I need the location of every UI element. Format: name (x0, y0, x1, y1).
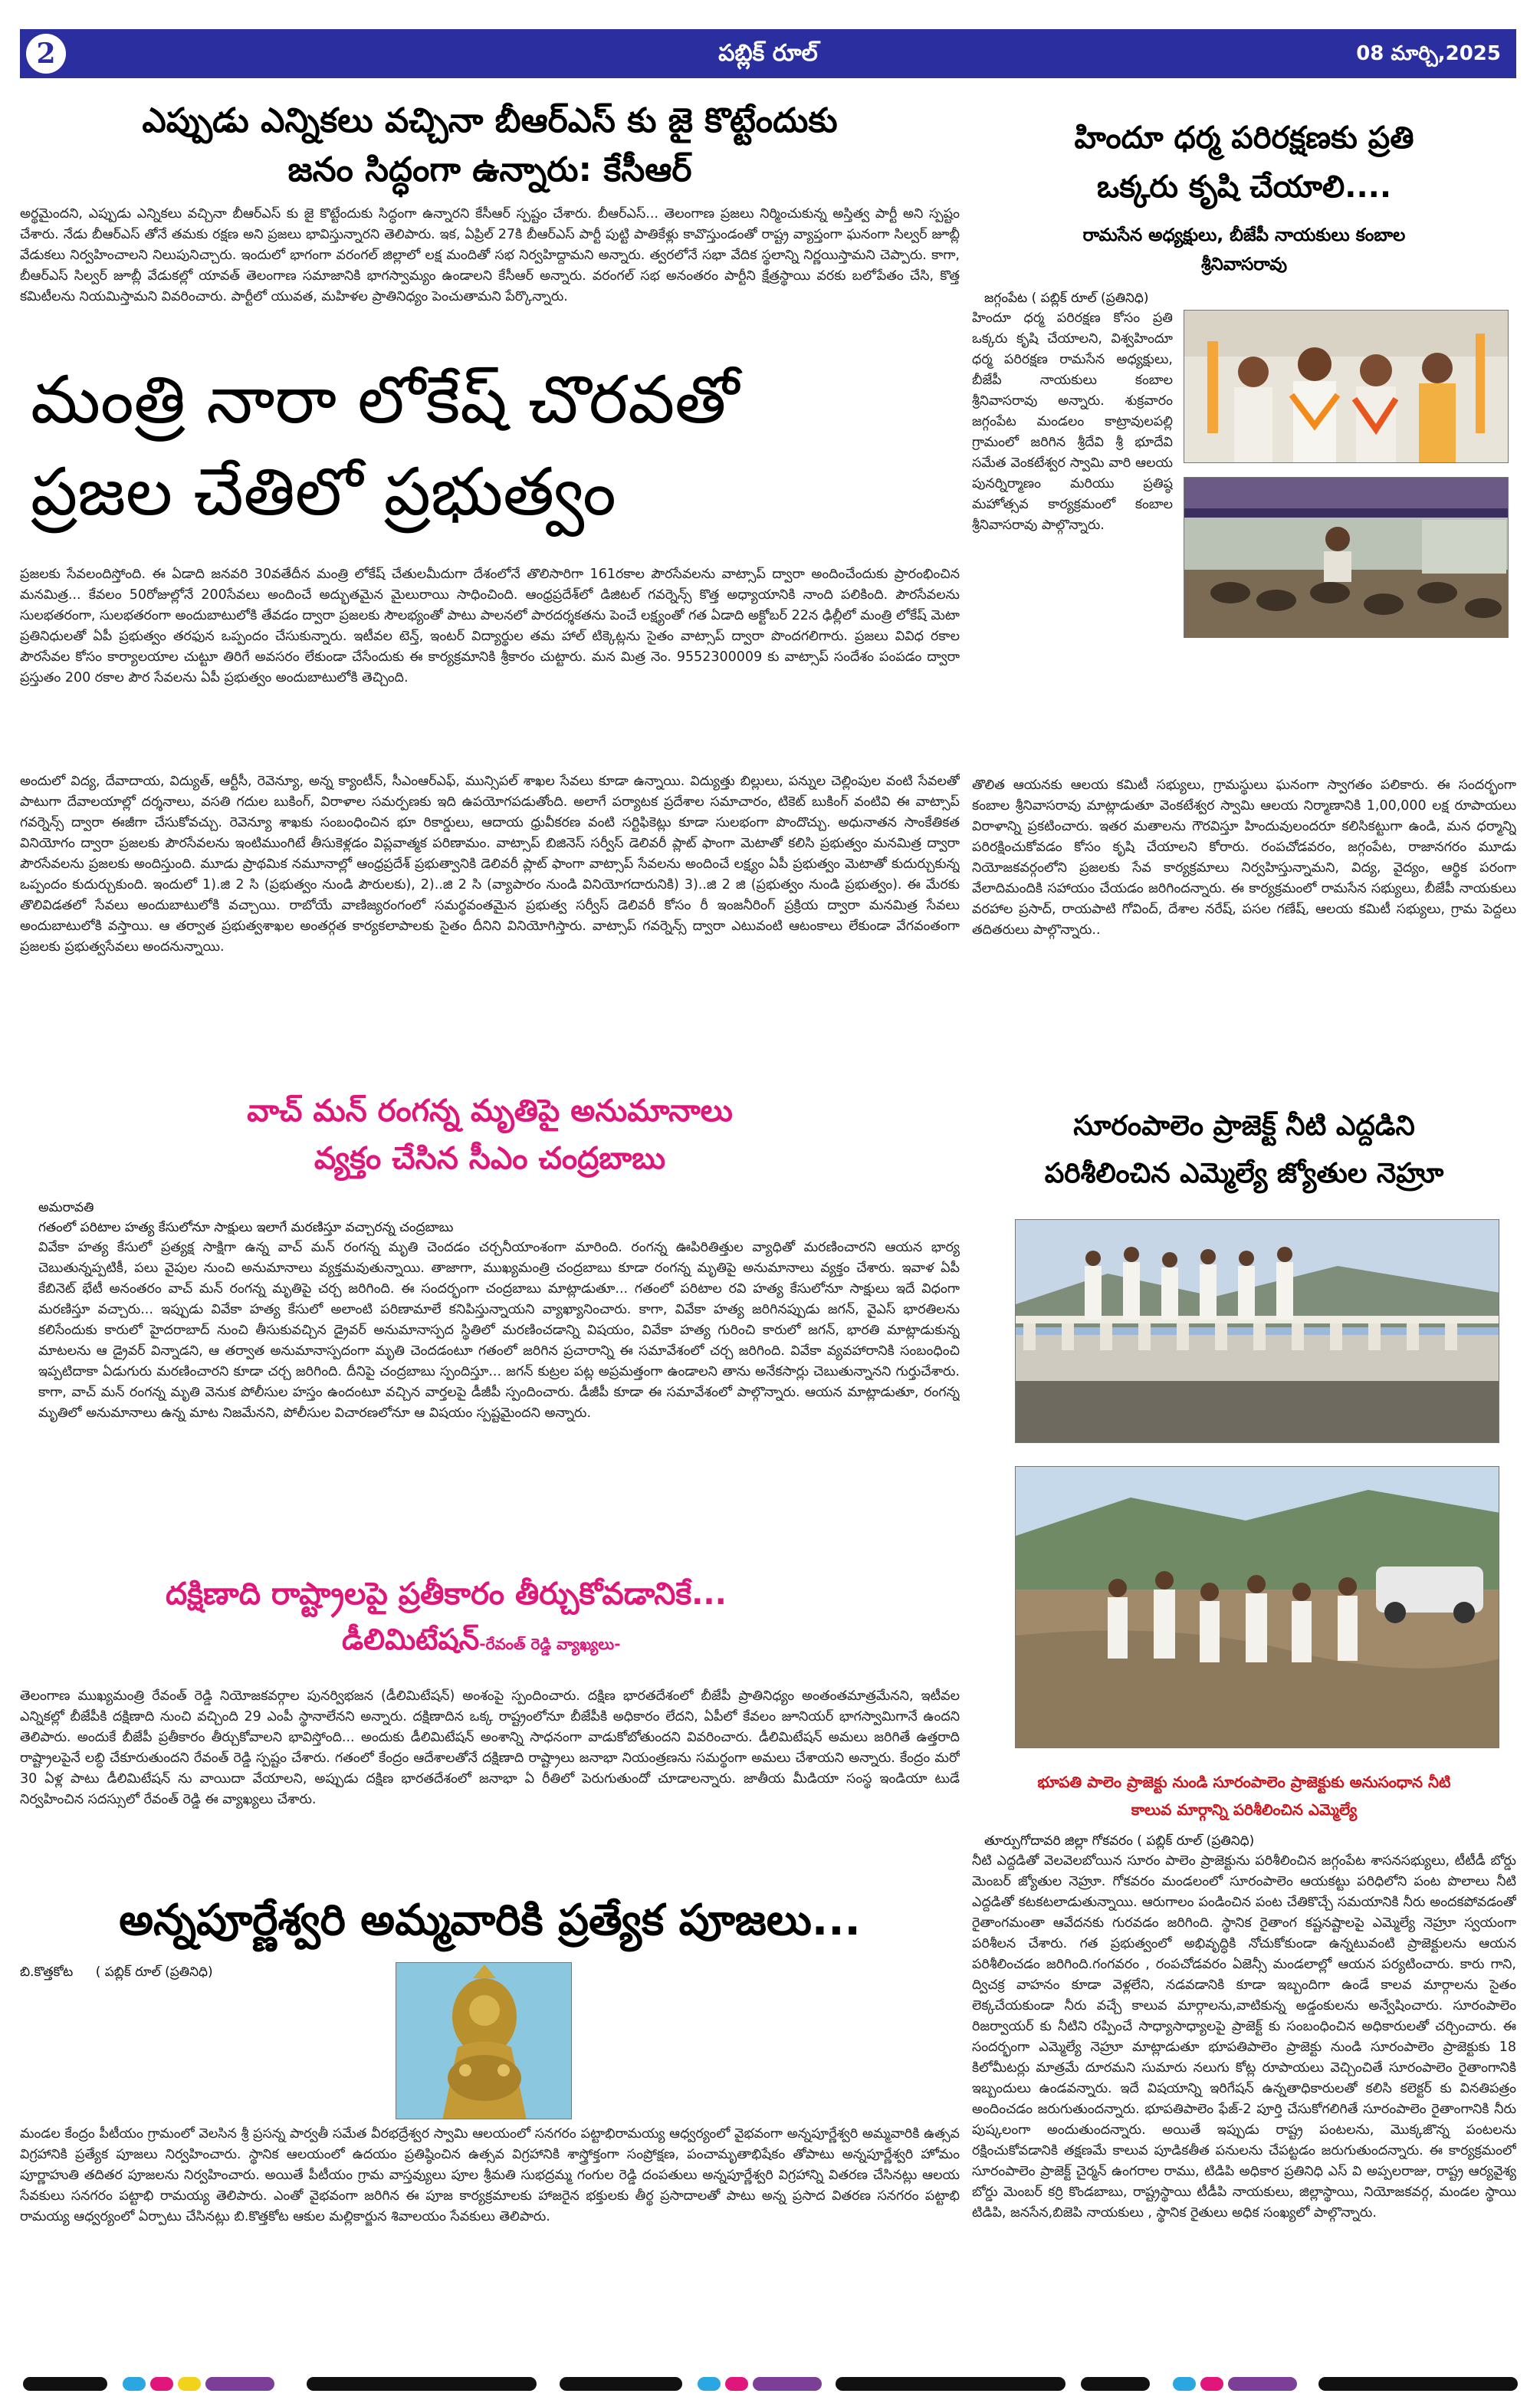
story-surampalem (972, 1103, 1516, 2400)
story-kcr-headline-1: ఎప్పుడు ఎన్నికలు వచ్చినా బీఆర్ఎస్ కు జై కొట్టేందుకు (142, 101, 838, 140)
left-column (20, 92, 960, 2290)
registration-mark (1318, 2377, 1518, 2391)
story-annapurna-body: మండల కేంద్రం పీటీయం గ్రామంలో వెలసిన శ్రీ ప్రసన్న పార్వతీ సమేత వీరభద్రేశ్వర స్వామి ఆలయంలో సనగరం పట్టాభిరామయ్య ఆధ్వర్యంలో వైభవంగా అన్నపూర్ణేశ్వరి అమ్మవారికి ఉత్సవ విగ్రహానికి ప్రత్యేక పూజలు నిర్వహించారు. స్థానిక ఆలయంలో ఉదయం ప్రతిష్ఠించిన ఉత్సవ విగ్రహానికి శాస్త్రోక్తంగా సంప్రోక్షణ, పంచామృతాభిషేకం తోపాటు అన్నపూర్ణేశ్వరి హోమం పూర్ణాహుతి తదితర పూజలను నిర్వహించారు. అయితే పీటీయం గ్రామ వాస్తవ్యులు పూల శ్రీమతి సుభద్రమ్మ గంగుల రెడ్డి దంపతులు అన్నపూర్ణేశ్వరి విగ్రహాన్ని వితరణ చేసినట్లు ఆలయ సేవకులు సనగరం పట్టాభి రామయ్య తెలిపారు. ఎంతో వైభవంగా జరిగిన ఈ పూజ కార్యక్రమాలకు హాజరైన భక్తులకు తీర్థ ప్రసాదాలతో పాటు అన్న ప్రసాద వితరణ సనగరం పట్టాభి రామయ్య ఆధ్వర్యంలో ఏర్పాటు చేసినట్లు బి.కొత్తకోట ఆకుల మల్లికార్జున శివాలయం సేవకులు తెలిపారు. (20, 2126, 960, 2224)
canal-route-photo (1015, 1466, 1499, 1748)
temple-ritual-photo (1184, 477, 1509, 638)
registration-mark (307, 2377, 537, 2391)
story-delimitation-suffix: -రేవంత్ రెడ్డి వ్యాఖ్యలు- (479, 1635, 621, 1653)
registration-mark (1228, 2377, 1297, 2391)
story-hindu-dateline-row (984, 288, 1173, 308)
publication-date: 08 మార్చి,2025 (1356, 42, 1501, 65)
print-registration-marks (0, 2377, 1540, 2394)
bridge-inspection-photo (1015, 1219, 1499, 1443)
story-hindu-dateline: జగ్గంపేట (984, 291, 1028, 306)
bjp-leaders-photo (1184, 310, 1509, 463)
registration-mark (23, 2377, 107, 2391)
registration-mark (123, 2377, 146, 2391)
story-watchman-body: వివేకా హత్య కేసులో ప్రత్యక్ష సాక్షిగా ఉన్న వాచ్ మన్ రంగన్న మృతి చెందడం చర్చనీయాంశంగా మారింది. రంగన్న ఊపిరితిత్తుల వ్యాధితో మరణించారని ఆయన భార్య చెబుతున్నప్పటికీ, పలు వైపుల నుంచి అనుమానాలు వ్యక్తమవుతున్నాయి. తాజాగా, ముఖ్యమంత్రి చంద్రబాబు కూడా రంగన్న మృతిపై అనుమానాలు వ్యక్తం చేశారు. ఇవాళ ఏపీ కేబినెట్ భేటీ అనంతరం వాచ్ మన్ రంగన్న మృతిపై చర్చ జరిగింది. ఈ సందర్భంగా చంద్రబాబు మాట్లాడుతూ... గతంలో పరిటాల రవి హత్య కేసులోనూ సాక్షులు ఇదే విధంగా మరణిస్తూ వచ్చారు... ఇప్పుడు వివేకా హత్య కేసులో అలాంటి పరిణామాలే కనిపిస్తున్నాయని వ్యాఖ్యానించారు. కాగా, వివేకా హత్య జరిగినప్పుడు జగన్, వైఎస్ భారతిలను కలిసేందుకు కారులో హైదరాబాద్ నుంచి తీసుకువచ్చిన డ్రైవర్ అనుమానాస్పద స్థితిలో మరణించడాన్ని విషయం, వివేకా హత్య గురించి కారులో జగన్, భారతి మాట్లాడుకున్న మాటలను ఆ డ్రైవర్ విన్నాడని, ఆ తర్వాత అనుమానాస్పదంగా మృతి చెందడంటూ గతంలో జరిగిన ప్రచారాన్ని ఈ సమావేశంలో చర్చ జరిగింది. వివేకా వ్యవహారానికి సంబంధించి ఇప్పటిదాకా ఏడుగురు మరణించారని కూడా చర్చ జరిగింది. దీనిపై చంద్రబాబు స్పందిస్తూ... జగన్ కుట్రల పట్ల అప్రమత్తంగా ఉండాలని తాను అనేకసార్లు చెబుతున్నానని గుర్తుచేశారు. కాగా, వాచ్ మన్ రంగన్న మృతి వెనుక పోలీసుల హస్తం ఉందంటూ వచ్చిన వార్తలపై డీజీపీ స్పందించారు. డీజీపీ కూడా ఈ సమావేశంలో పాల్గొన్నారు. ఆయన మాట్లాడుతూ, రంగన్న మృతిలో అనుమానాలు ఉన్న మాట నిజమేనని, పోలీసుల విచారణలోనూ ఆ విషయం స్పష్టమైందని అన్నారు. (38, 1240, 960, 1421)
right-column (972, 92, 1516, 2400)
story-lokesh-body-2: అందులో విద్య, దేవాదాయ, విద్యుత్, ఆర్టీసీ, రెవెన్యూ, అన్న క్యాంటీన్, సీఎంఆర్ఎఫ్, మున్సిపల్ శాఖల సేవలు కూడా ఉన్నాయి. విద్యుత్తు బిల్లులు, పన్నుల చెల్లింపుల వంటి సేవలతో పాటుగా దేవాలయాల్లో దర్శనాలు, వసతి గదుల బుకింగ్, విరాళాల సమర్పణకు ఇది ఉపయోగపడుతోంది. అలాగే పర్యాటక ప్రదేశాల సమాచారం, టికెట్ బుకింగ్ వంటివి ఈ వాట్సాప్ గవర్నెన్స్ ద్వారా ఈజీగా చేసుకోవచ్చు. రెవెన్యూ శాఖకు సంబంధించిన భూ రికార్డులు, ఆదాయ ధ్రువీకరణ వంటి సర్టిఫికెట్లు కూడా సులభంగా పొందొచ్చు. అధునాతన సాంకేతికత వినియోగం ద్వారా ప్రజలకు పౌరసేవలను ఇంటిముంగిటే తీసుకెళ్లడం విప్లవాత్మక పరిణామం. వాట్సాప్ బిజినెస్ సర్వీస్ డెలివరీ ప్లాట్ ఫాంగా మెటాతో కలిసి ప్రభుత్వం మనమిత్ర ద్వారా పౌరసేవలను ప్రజలకు అందిస్తుంది. మూడు ప్రాథమిక నమూనాల్లో ఆంధ్రప్రదేశ్ ప్రభుత్వానికి డెలివరీ ప్లాట్ ఫాంగా వాట్సాప్ సేవలను అందించే లక్ష్యం ఏపీ ప్రభుత్వం మెటాతో కుదుర్చుకున్న ఒప్పందం కుదుర్చుకుంది. ఇందులో 1).జి 2 సి (ప్రభుత్వం నుండి పౌరులకు), 2)..జి 2 సి (వ్యాపారం నుండి వినియోగదారునికి) 3)..జి 2 జి (ప్రభుత్వం నుండి ప్రభుత్వం). ఈ మేరకు తొలివిడతలో సేవలు అందుబాటులోకి వచ్చాయి. రాబోయే వాణిజ్యరంగంలో సమర్థవంతమైన ప్రభుత్వ సర్వీస్ డెలివరీ కోసం రీ ఇంజనీరింగ్ ప్రక్రియ ద్వారా మనమిత్ర సేవలు అందుబాటులోకి వస్తాయి. ఆ తర్వాత ప్రభుత్వశాఖల అంతర్గత కార్యకలాపాలకు సైతం దీనిని వినియోగిస్తారు. వాట్సాప్ గవర్నెన్స్ ద్వారా ఎటువంటి ఆటంకాలు లేకుండా వేగవంతంగా ప్రజలకు ప్రభుత్వసేవలు అందనున్నాయి. (20, 774, 960, 955)
story-annapurna-dateline: బి.కొత్తకోట (20, 1964, 74, 1980)
story-hindu-headline-2: ఒక్కరు కృషి చేయాలి.... (1096, 169, 1392, 205)
registration-mark (205, 2377, 274, 2391)
story-kcr (20, 97, 960, 339)
registration-mark (1200, 2377, 1223, 2391)
story-surampalem-body: నీటి ఎద్దడితో వెలవెలబోయిన సూరం పాలెం ప్రాజెక్టును పరిశీలించిన జగ్గంపేట శాసనసభ్యులు, టీటీడీ బోర్డు మెంబర్ జ్యోతుల నెహ్రూ. గోకవరం మండలంలో సూరంపాలెం ఆయకట్టు పరిధిలోని పంట పొలాలు నీటి ఎద్దడితో కటకటలాడుతున్నాయి. ఆరుగాలం పండించిన పంట చేతికొచ్చే సమయానికి నీరు అందకపోవడంతో రైతాంగమంతా ఆవేదనకు గురవడం జరిగింది. స్థానిక రైతాంగ కష్టనష్టాలపై ఎమ్మెల్యే నెహ్రూ స్వయంగా పరిశీలన చేశారు. గత ప్రభుత్వంలో అభివృద్ధికి నోచుకోకుండా ఉన్నటువంటి ప్రాజెక్టులను ఆయన పరిశీలించడం జరిగింది.గంగవరం , రంపచోడవరం ఏజెన్సీ మండలాల్లో ఆయన పర్యటించారు. కారు గాని, ద్విచక్ర వాహనం కూడా వెళ్లలేని, నడవడానికి కూడా ఇబ్బందిగా ఉండే కాలవ మార్గాలను సైతం లెక్కచేయకుండా నీరు వచ్చే కాలువ మార్గాలను,వాటికున్న అడ్డంకులను అన్వేషించారు. సూరంపాలెం రిజర్వాయర్ కు నీటిని రప్పించే సాధ్యాసాధ్యాలపై ప్రాజెక్ట్ కు సంబంధించిన అధికారులతో చర్చించారు. ఈ సందర్భంగా ఎమ్మెల్యే నెహ్రూ మాట్లాడుతూ భూపతిపాలెం ప్రాజెక్టు నుండి సూరంపాలెం ప్రాజెక్టుకు 18 కిలోమీటర్లు మాత్రమే దూరమని సుమారు నలుగు కోట్ల రూపాయలు వెచ్చించితే సూరంపాలెం రైతాంగానికి ఇబ్బందులు ఉండవన్నారు. ఇదే విషయాన్ని ఇరిగేషన్ ఉన్నతాధికారులతో కలిసి కలెక్టర్ కు వినతిపత్రం అందించడం జరుగుతుందన్నారు. భూపతిపాలెం ఫేజ్-2 పూర్తి చేసుకోగలిగితే సూరంపాలెం రైతాంగానికి నీరు పుష్కలంగా అందుతుందన్నారు. అయితే ఇప్పుడు రాష్ట్ర పంటలను, మొక్కజొన్న పంటలను రక్షించుకోవడానికి తక్షణమే కాలువ పూడికతీత పనులను చేపట్టడం జరుగుతుందన్నారు. ఈ కార్యక్రమంలో సూరంపాలెం ప్రాజెక్ట్ చైర్మన్ ఉంగరాల రాము, టిడిపి అధికార ప్రతినిధి ఎస్ వి అప్పలరాజు, రాష్ట్ర ఆర్యవైశ్య బోర్డు మెంబర్ కర్రి కొండబాబు, రాష్ట్రస్థాయి టీడీపి నాయకులు, జిల్లాస్థాయి, నియోజకవర్గ, మండల స్థాయి టిడిపి, జనసేన,బిజెపి నాయకులు , స్థానిక రైతులు అధిక సంఖ్యలో పాల్గొన్నారు. (972, 1853, 1516, 2221)
goddess-idol-image (396, 1963, 572, 2119)
story-surampalem-headline-1: సూరంపాలెం ప్రాజెక్ట్ నీటి ఎద్దడిని (1073, 1110, 1415, 1142)
story-hindu-body-narrow: హిందూ ధర్మ పరిరక్షణ కోసం ప్రతి ఒక్కరు కృషి చేయాలని, విశ్వహిందూ ధర్మ పరిరక్షణ రామసేన అధ్యక్షులు, బీజేపీ నాయకులు కంబాల శ్రీనివాసరావు అన్నారు. శుక్రవారం జగ్గంపేట మండలం కాట్రావులపల్లి గ్రామంలో జరిగిన శ్రీదేవి శ్రీ భూదేవి సమేత వెంకటేశ్వర స్వామి వారి ఆలయ పునర్నిర్మాణం మరియు ప్రతిష్ఠ మహోత్సవ కార్యక్రమంలో కంబాల శ్రీనివాసరావు పాల్గొన్నారు. (972, 311, 1173, 533)
registration-mark (1173, 2377, 1196, 2391)
story-delimitation-headline-1: దక్షిణాది రాష్ట్రాలపై ప్రతీకారం తీర్చుకోవడానికే... (166, 1576, 727, 1612)
story-hindu-dharma (972, 113, 1516, 1086)
story-delimitation-headline-2 (20, 1617, 960, 1666)
story-surampalem-dateline-row (972, 1831, 1516, 1851)
story-kcr-headline-2: జనం సిద్ధంగా ఉన్నారు: కేసీఆర్ (287, 150, 692, 189)
story-surampalem-caption-2: కాలువ మార్గాన్ని పరిశీలించిన ఎమ్మెల్యే (1131, 1800, 1358, 1819)
story-watchman-headline-1: వాచ్ మన్ రంగన్న మృతిపై అనుమానాలు (247, 1093, 733, 1129)
registration-mark (836, 2377, 1066, 2391)
story-surampalem-credit: ( పబ్లిక్ రూల్ (ప్రతినిధి) (1137, 1833, 1255, 1849)
bridge-inspection-image (1016, 1220, 1499, 1443)
story-surampalem-caption-1: భూపతి పాలెం ప్రాజెక్టు నుండి సూరంపాలెం ప్రాజెక్టుకు అనుసంధాన నీటి (1037, 1773, 1451, 1791)
registration-mark (1081, 2377, 1150, 2391)
registration-mark (150, 2377, 173, 2391)
goddess-idol-photo (396, 1962, 572, 2119)
story-delimitation-keyword: డీలిమిటేషన్ (342, 1622, 480, 1656)
canal-route-image (1016, 1467, 1499, 1748)
registration-mark (698, 2377, 721, 2391)
story-hindu-body-wide: తొలిత ఆయనకు ఆలయ కమిటీ సభ్యులు, గ్రామస్థులు ఘనంగా స్వాగతం పలికారు. ఈ సందర్భంగా కంబాల శ్రీనివాసరావు మాట్లాడుతూ వెంకటేశ్వర స్వామి ఆలయ నిర్మాణానికి 1,00,000 లక్ష రూపాయలు విరాళాన్ని ప్రకటించారు. ఇతర మతాలను గౌరవిస్తూ హిందువులందరూ కలిసికట్టుగా ఉండి, మన ధర్మాన్ని పరిరక్షించుకోవడం కోసం కృషి చేయాలని కోరారు. రంపచోడవరం, జగ్గంపేట, రాజానగరం మూడు నియోజకవర్గంలోని ప్రజలకు సేవ కార్యక్రమాలు నిర్వహిస్తున్నామని, విద్య, వైద్యం, ఆర్థిక పరంగా వేలాదిమందికి సహాయం చేయడం జరిగిందన్నారు. ఈ కార్యక్రమంలో రామసేన సభ్యులు, బీజేపీ నాయకులు వరహాల ప్రసాద్, రాయపాటి గోవింద్, దేశాల నరేష్, పసల గణేష్, ఆలయ కమిటీ సభ్యులు, గ్రామ పెద్దలు తదితరులు పాల్గొన్నారు.. (972, 778, 1516, 938)
story-hindu-credit: ( పబ్లిక్ రూల్ (ప్రతినిధి) (1031, 291, 1149, 306)
story-annapurna-credit: ( పబ్లిక్ రూల్ (ప్రతినిధి) (95, 1964, 213, 1980)
story-delimitation (20, 1571, 960, 1873)
story-surampalem-dateline: తూర్పుగోదావరి జిల్లా గోకవరం (984, 1833, 1133, 1849)
story-hindu-headline-1: హిందూ ధర్మ పరిరక్షణకు ప్రతి (1074, 120, 1414, 156)
registration-mark (178, 2377, 201, 2391)
story-annapurna (20, 1890, 960, 2290)
page-number: 2 (26, 34, 66, 74)
story-lokesh-body-1: ప్రజలకు సేవలందిస్తోంది. ఈ ఏడాది జనవరి 30వతేదీన మంత్రి లోకేష్ చేతులమీదుగా దేశంలోనే తొలిసారిగా 161రకాల పౌరసేవలను వాట్సాప్ ద్వారా అందించేందుకు ప్రారంభించిన మనమిత్ర... కేవలం 50రోజుల్లోనే 200సేవలు అందించే అద్భుతమైన మైలురాయి సాధించింది. ఆంధ్రప్రదేశ్‌లో డిజిటల్ గవర్నెన్స్ కొత్త అధ్యాయానికి నాంది పలికింది. పౌరసేవలను సులభతరంగా, సులభతరంగా అందుబాటులోకి తేవడం ద్వారా ప్రజలకు సౌలభ్యంతో పాటు పాలనలో పారదర్శకతను పెంచే లక్ష్యంతో గత ఏడాది అక్టోబర్ 22న ఢిల్లీలో మంత్రి లోకేష్ మెటా ప్రతినిధులతో ఏపీ ప్రభుత్వం తరఫున ఒప్పందం చేసుకున్నారు. ఇటీవల టెన్త్, ఇంటర్ విద్యార్థుల తమ హాల్ టిక్కెట్లను సైతం వాట్సాప్ ద్వారా పొందగలిగారు. ప్రజలు వివిధ రకాల పౌరసేవల కోసం కార్యాలయాల చుట్టూ తిరిగే అవసరం లేకుండా చేసేందుకు ఈ కార్యక్రమానికి శ్రీకారం చుట్టారు. మన మిత్ర నెం. 9552300009 కు వాట్సాప్ సందేశం పంపడం ద్వారా ప్రస్తుతం 200 రకాల పౌర సేవలను ఏపీ ప్రభుత్వం అందుబాటులోకి తెచ్చింది. (20, 567, 960, 685)
temple-ritual-image (1184, 478, 1509, 638)
publication-title: పబ్లిక్ రూల్ (718, 40, 818, 67)
story-watchman-lead: గతంలో పరిటాల హత్య కేసులోనూ సాక్షులు ఇలాగే మరణిస్తూ వచ్చారన్న చంద్రబాబు (38, 1220, 454, 1235)
registration-mark (725, 2377, 748, 2391)
story-annapurna-headline: అన్నపూర్ణేశ్వరి అమ్మవారికి ప్రత్యేక పూజలు... (119, 1895, 861, 1945)
story-kcr-body: అర్థమైందని, ఎప్పుడు ఎన్నికలు వచ్చినా బీఆర్ఎస్ కు జై కొట్టేందుకు సిద్ధంగా ఉన్నారని కేసీఆర్ స్పష్టం చేశారు. బీఆర్ఎస్... తెలంగాణ ప్రజలు నిర్మించుకున్న అస్తిత్వ పార్టీ అని స్పష్టం చేశారు. నేడు బీఆర్ఎస్ తోనే తమకు రక్షణ అని ప్రజలు భావిస్తున్నారని తెలిపారు. ఇక, ఏప్రిల్ 27కి బీఆర్ఎస్ పార్టీ పుట్టి పాతికేళ్లు కావొస్తుండంతో రాష్ట్ర వ్యాప్తంగా ఘనంగా సిల్వర్ జూబ్లీ వేడుకలు నిర్వహించాలని నిలుపునిచ్చారు. ఇందులో భాగంగా వరంగల్ జిల్లాలో లక్ష మందితో సభ నిర్వహిద్దామని అన్నారు. త్వరలోనే సభా వేదిక స్థలాన్ని నిర్ణయిస్తామని చెప్పారు. కాగా, బీఆర్ఎస్ సిల్వర్ జూబ్లీ వేడుకల్లో యావత్ తెలంగాణ సమాజానికి భాగస్వామ్యం ఉండాలని కేసీఆర్ అన్నారు. వరంగల్ సభ అనంతరం పార్టీని క్షేత్రస్థాయి వరకు బలోపేతం చేసి, కొత్త కమిటీలను నియమిస్తామని వివరించారు. పార్టీలో యువత, మహిళల ప్రాతినిధ్యం పెంచుతామని పేర్కొన్నారు. (20, 206, 960, 304)
story-watchman (20, 1087, 960, 1548)
story-lokesh (20, 354, 960, 1061)
story-watchman-dateline: అమరావతి (38, 1200, 94, 1215)
story-lokesh-headline-1: మంత్రి నారా లోకేష్ చొరవతో (31, 362, 740, 439)
story-hindu-subhead-2: శ్రీనివాసరావు (1200, 255, 1288, 275)
story-lokesh-headline-2: ప్రజల చేతిలో ప్రభుత్వం (31, 454, 616, 531)
story-surampalem-headline-2: పరిశీలించిన ఎమ్మెల్యే జ్యోతుల నెహ్రూ (1044, 1158, 1444, 1189)
story-hindu-subhead-1: రామసేన అధ్యక్షులు, బీజేపీ నాయకులు కంబాల (1082, 225, 1406, 245)
story-delimitation-body: తెలంగాణ ముఖ్యమంత్రి రేవంత్ రెడ్డి నియోజకవర్గాల పునర్విభజన (డీలిమిటేషన్) అంశంపై స్పందించారు. దక్షిణ భారతదేశంలో బీజేపీ ప్రాతినిధ్యం అంతంతమాత్రమేనని, ఇటీవల ఎన్నికల్లో బీజేపీకి దక్షిణాది నుంచి వచ్చింది 29 ఎంపీ స్థానాలేనని అన్నారు. దక్షిణాదిన ఒక్క రాష్ట్రంలోనూ బీజేపీకి అధికారం లేదని, ఏపీలో కేవలం జూనియర్ భాగస్వామిగానే ఉందని తెలిపారు. అందుకే బీజేపీ ప్రతీకారం తీర్చుకోవాలని భావిస్తోంది... అందుకు డీలిమిటేషన్ అంశాన్ని సాధనంగా వాడుకోబోతుందని వివరించారు. డీలిమిటేషన్ అమలు జరిగితే ఉత్తరాది రాష్ట్రాలపైనే లబ్ధి చేకూరుతుందని రేవంత్ రెడ్డి స్పష్టం చేశారు. గతంలో కేంద్రం ఆదేశాలతోనే దక్షిణాది రాష్ట్రాలు జనాభా నియంత్రణను సమర్థంగా అమలు చేశాయని అన్నారు. కేంద్రం మరో 30 ఏళ్ల పాటు డీలిమిటేషన్ ను వాయిదా వేయాలని, అప్పుడు దక్షిణ భారతదేశంలో జనాభా ఏ రీతిలో పెరుగుతుందో చూడాలన్నారు. జాతీయ మీడియా సంస్థ ఇండియా టుడే నిర్వహించిన సదస్సులో రేవంత్ రెడ్డి ఈ వ్యాఖ్యలు చేశారు. (20, 1688, 960, 1807)
registration-mark (560, 2377, 682, 2391)
story-watchman-headline-2: వ్యక్తం చేసిన సీఎం చంద్రబాబు (314, 1141, 666, 1176)
registration-mark (753, 2377, 822, 2391)
page-header-banner (20, 29, 1516, 78)
bjp-leaders-image (1184, 311, 1509, 463)
story-annapurna-dateline-row (20, 1962, 380, 1982)
